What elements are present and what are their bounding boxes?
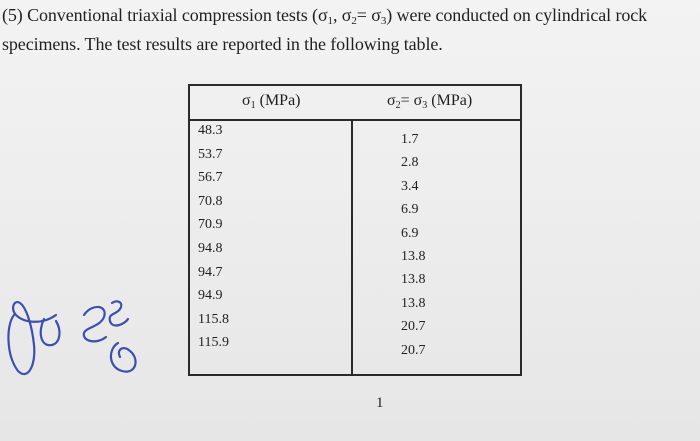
- header-sigma2-sigma3: $\sigma_2= \sigma_3$ (MPa): [387, 92, 473, 111]
- cell-sigma2-sigma3: 6.9: [401, 202, 419, 218]
- scribble-stroke-5: [111, 343, 136, 372]
- table-header: [190, 86, 520, 121]
- cell-sigma1: 53.7: [198, 146, 223, 162]
- cell-sigma1: 70.8: [198, 193, 223, 209]
- cell-sigma1: 56.7: [198, 170, 223, 186]
- cell-sigma1: 48.3: [198, 123, 223, 138]
- scribble-stroke-4: [110, 301, 128, 325]
- problem-line-2: specimens. The test results are reported in the following table.: [2, 34, 443, 54]
- cell-sigma2-sigma3: 3.4: [401, 178, 419, 194]
- header-sigma1: $\sigma_1$ (MPa): [242, 92, 301, 111]
- cell-sigma2-sigma3: 13.8: [401, 272, 426, 288]
- scribble-stroke-2: [41, 319, 60, 345]
- cell-sigma1: 70.9: [198, 217, 223, 233]
- column-divider: [351, 121, 353, 374]
- cell-sigma2-sigma3: 6.9: [401, 225, 419, 241]
- cell-sigma2-sigma3: 20.7: [401, 342, 426, 358]
- cell-sigma2-sigma3: 13.8: [401, 295, 426, 311]
- cell-sigma1: 94.8: [198, 241, 223, 256]
- problem-line-1: (5) Conventional triaxial compression tests ($\sigma_1$, $\sigma_2= \sigma_3$) were conducted on cylindrical rock: [2, 5, 648, 27]
- scribble-stroke-3: [84, 307, 106, 341]
- problem-statement: [2, 4, 692, 56]
- cell-sigma1: 94.7: [198, 264, 223, 280]
- cell-sigma2-sigma3: 20.7: [401, 319, 426, 335]
- cell-sigma2-sigma3: 1.7: [401, 132, 419, 147]
- results-table: [188, 84, 522, 376]
- cell-sigma1: 115.8: [198, 311, 229, 327]
- cell-sigma1: 115.9: [198, 335, 229, 351]
- cell-sigma2-sigma3: 2.8: [401, 155, 419, 171]
- page-number: 1: [376, 395, 384, 411]
- cell-sigma1: 94.9: [198, 288, 223, 304]
- cell-sigma2-sigma3: 13.8: [401, 249, 426, 264]
- handwritten-scribble: [0, 285, 160, 385]
- scribble-stroke-1: [8, 302, 56, 374]
